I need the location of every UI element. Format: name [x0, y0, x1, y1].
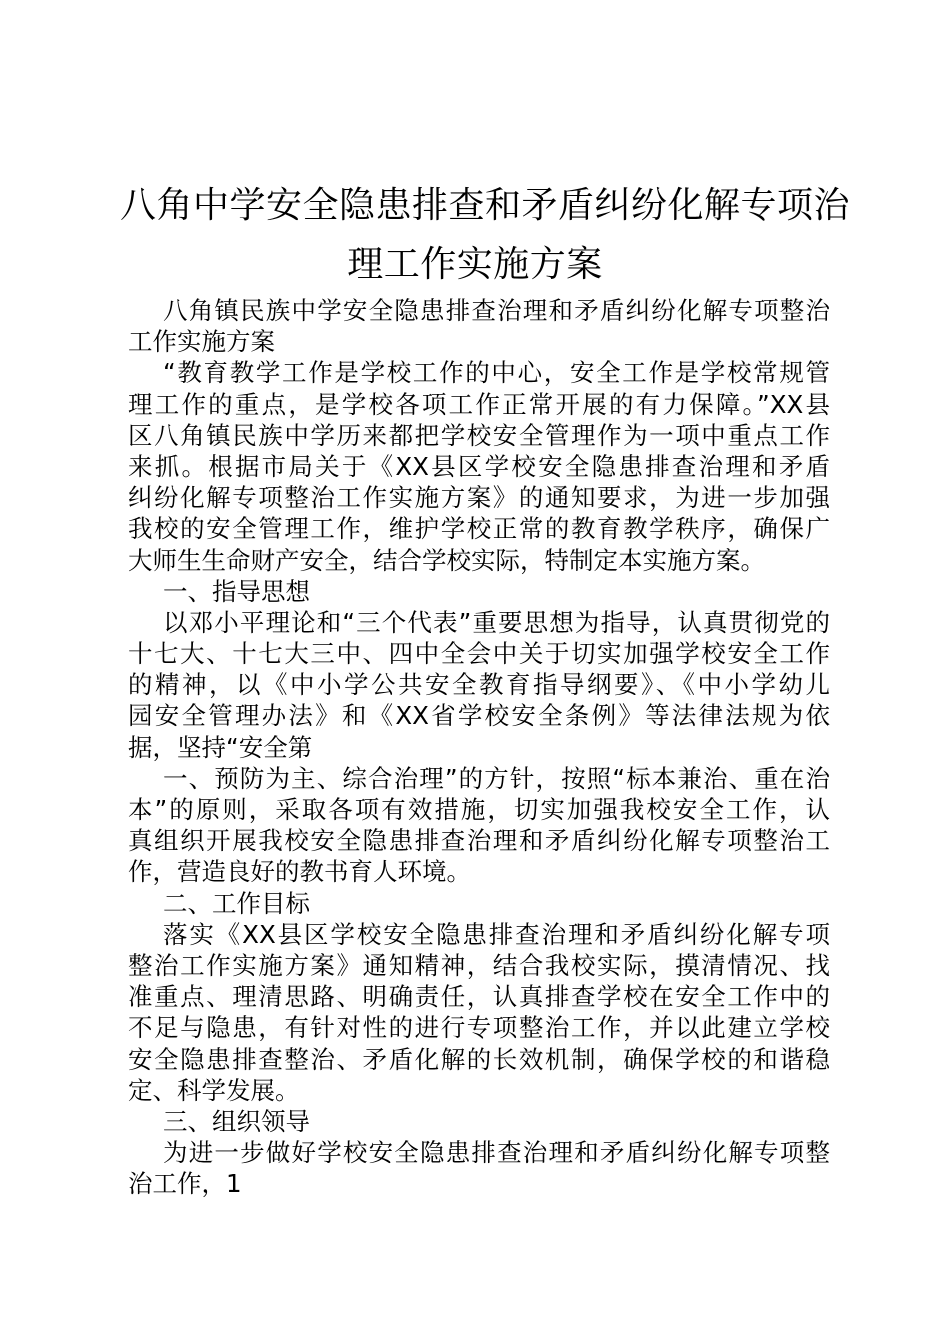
body-line: 治工作，1 — [128, 1169, 242, 1199]
body-line: 为进一步做好学校安全隐患排查治理和矛盾纠纷化解专项整 — [163, 1138, 830, 1168]
body-line: 整治工作实施方案》通知精神，结合我校实际，摸清情况、找 — [128, 950, 830, 980]
body-line: 定、科学发展。 — [128, 1075, 300, 1105]
body-line: 不足与隐患，有针对性的进行专项整治工作，并以此建立学校 — [128, 1013, 830, 1043]
body-line: 来抓。根据市局关于《XX县区学校安全隐患排查治理和矛盾 — [128, 451, 830, 481]
section-heading: 二、工作目标 — [163, 888, 310, 918]
body-line: 纠纷化解专项整治工作实施方案》的通知要求，为进一步加强 — [128, 483, 830, 513]
body-line: 大师生生命财产安全，结合学校实际，特制定本实施方案。 — [128, 545, 765, 575]
body-line: 我校的安全管理工作，维护学校正常的教育教学秩序，确保广 — [128, 514, 830, 544]
body-line: 区八角镇民族中学历来都把学校安全管理作为一项中重点工作 — [128, 420, 830, 450]
body-line: 本”的原则，采取各项有效措施，切实加强我校安全工作，认 — [128, 795, 830, 824]
document-title-line-2: 理工作实施方案 — [347, 244, 603, 285]
body-line: 真组织开展我校安全隐患排查治理和矛盾纠纷化解专项整治工 — [128, 826, 830, 856]
document-title-line-1: 八角中学安全隐患排查和矛盾纠纷化解专项治 — [120, 185, 851, 226]
body-line: 八角镇民族中学安全隐患排查治理和矛盾纠纷化解专项整治 — [163, 296, 830, 325]
body-line: 落实《XX县区学校安全隐患排查治理和矛盾纠纷化解专项 — [163, 919, 830, 949]
body-line: 的精神，以《中小学公共安全教育指导纲要》、《中小学幼儿 — [128, 670, 830, 700]
body-line: 园安全管理办法》和《XX省学校安全条例》等法律法规为依 — [128, 701, 830, 731]
body-line: 一、预防为主、综合治理”的方针，按照“标本兼治、重在治 — [163, 763, 830, 793]
section-heading: 一、指导思想 — [163, 576, 310, 606]
body-line: 准重点、理清思路、明确责任，认真排查学校在安全工作中的 — [128, 982, 830, 1012]
section-heading: 三、组织领导 — [163, 1106, 310, 1136]
body-line: 十七大、十七大三中、四中全会中关于切实加强学校安全工作 — [128, 639, 830, 669]
body-line: 作，营造良好的教书育人环境。 — [128, 857, 471, 887]
body-line: 据，坚持“安全第 — [128, 732, 313, 762]
body-line: 工作实施方案 — [128, 327, 275, 357]
body-line: “教育教学工作是学校工作的中心，安全工作是学校常规管 — [163, 358, 830, 388]
body-line: 安全隐患排查整治、矛盾化解的长效机制，确保学校的和谐稳 — [128, 1044, 830, 1074]
document-body — [128, 295, 830, 1199]
body-line: 以邓小平理论和“三个代表”重要思想为指导，认真贯彻党的 — [163, 607, 830, 637]
body-line: 理工作的重点，是学校各项工作正常开展的有力保障。”XX县 — [128, 389, 830, 419]
